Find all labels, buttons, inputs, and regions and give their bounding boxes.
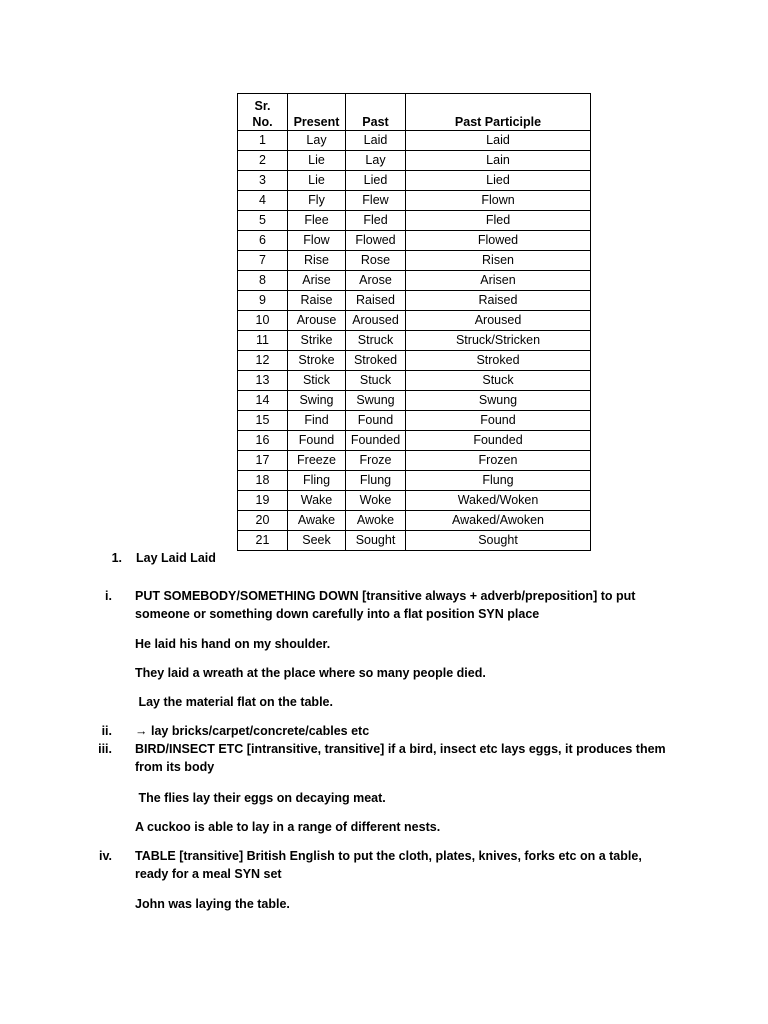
table-row — [238, 151, 591, 171]
sr-no-cell: 11 — [238, 331, 288, 351]
past-cell: Arose — [346, 271, 406, 291]
present-cell: Lay — [288, 131, 346, 151]
past-cell: Awoke — [346, 511, 406, 531]
sr-no-cell: 3 — [238, 171, 288, 191]
table-row — [238, 531, 591, 551]
sr-no-cell: 8 — [238, 271, 288, 291]
present-cell: Strike — [288, 331, 346, 351]
table-row — [238, 471, 591, 491]
sr-no-cell: 1 — [238, 131, 288, 151]
sense-iii-example-2: A cuckoo is able to lay in a range of different nests. — [135, 820, 441, 834]
sr-no-cell: 4 — [238, 191, 288, 211]
present-cell: Lie — [288, 151, 346, 171]
section-title: Lay Laid Laid — [136, 551, 216, 565]
past-participle-cell: Found — [406, 411, 591, 431]
sense-iv-example-1: John was laying the table. — [135, 897, 290, 911]
table-row — [238, 351, 591, 371]
past-cell: Froze — [346, 451, 406, 471]
sr-no-cell: 2 — [238, 151, 288, 171]
header-sr-line2: No. — [252, 115, 273, 129]
present-cell: Flow — [288, 231, 346, 251]
present-cell: Wake — [288, 491, 346, 511]
past-participle-cell: Flown — [406, 191, 591, 211]
past-participle-cell: Raised — [406, 291, 591, 311]
past-participle-cell: Stroked — [406, 351, 591, 371]
present-cell: Lie — [288, 171, 346, 191]
header-past-participle: Past Participle — [406, 94, 591, 131]
sr-no-cell: 6 — [238, 231, 288, 251]
past-participle-cell: Lied — [406, 171, 591, 191]
sense-iii-marker: iii. — [98, 742, 112, 756]
past-cell: Found — [346, 411, 406, 431]
present-cell: Found — [288, 431, 346, 451]
past-cell: Struck — [346, 331, 406, 351]
table-row — [238, 451, 591, 471]
past-cell: Stuck — [346, 371, 406, 391]
section-number: 1. — [111, 551, 122, 565]
sr-no-cell: 20 — [238, 511, 288, 531]
past-cell: Swung — [346, 391, 406, 411]
past-participle-cell: Struck/Stricken — [406, 331, 591, 351]
sr-no-cell: 15 — [238, 411, 288, 431]
present-cell: Swing — [288, 391, 346, 411]
sense-i-marker: i. — [105, 589, 112, 603]
table-row — [238, 251, 591, 271]
past-participle-cell: Waked/Woken — [406, 491, 591, 511]
past-cell: Flung — [346, 471, 406, 491]
past-cell: Founded — [346, 431, 406, 451]
table-header-row — [238, 94, 591, 131]
sr-no-cell: 19 — [238, 491, 288, 511]
present-cell: Find — [288, 411, 346, 431]
sr-no-cell: 16 — [238, 431, 288, 451]
past-cell: Rose — [346, 251, 406, 271]
past-participle-cell: Sought — [406, 531, 591, 551]
table-row — [238, 511, 591, 531]
sense-i-example-3: Lay the material flat on the table. — [135, 695, 333, 709]
table-row — [238, 331, 591, 351]
present-cell: Rise — [288, 251, 346, 271]
present-cell: Freeze — [288, 451, 346, 471]
sr-no-cell: 12 — [238, 351, 288, 371]
past-cell: Raised — [346, 291, 406, 311]
past-participle-cell: Founded — [406, 431, 591, 451]
header-present: Present — [288, 94, 346, 131]
past-cell: Flowed — [346, 231, 406, 251]
present-cell: Seek — [288, 531, 346, 551]
past-cell: Flew — [346, 191, 406, 211]
past-cell: Aroused — [346, 311, 406, 331]
past-participle-cell: Flung — [406, 471, 591, 491]
present-cell: Raise — [288, 291, 346, 311]
present-cell: Arise — [288, 271, 346, 291]
past-cell: Lied — [346, 171, 406, 191]
sense-i-example-2: They laid a wreath at the place where so many people died. — [135, 666, 486, 680]
sr-no-cell: 14 — [238, 391, 288, 411]
sr-no-cell: 7 — [238, 251, 288, 271]
table-row — [238, 431, 591, 451]
sense-ii-definition: → lay bricks/carpet/concrete/cables etc — [135, 724, 370, 738]
past-participle-cell: Lain — [406, 151, 591, 171]
sense-i-definition: PUT SOMEBODY/SOMETHING DOWN [transitive always + adverb/preposition] to put someone or something down carefully into a flat position SYN place — [135, 589, 636, 621]
past-participle-cell: Aroused — [406, 311, 591, 331]
sense-i-example-1: He laid his hand on my shoulder. — [135, 637, 331, 651]
present-cell: Flee — [288, 211, 346, 231]
sr-no-cell: 9 — [238, 291, 288, 311]
table-row — [238, 411, 591, 431]
present-cell: Stroke — [288, 351, 346, 371]
past-cell: Lay — [346, 151, 406, 171]
header-sr-no — [238, 94, 288, 131]
sr-no-cell: 5 — [238, 211, 288, 231]
table-row — [238, 491, 591, 511]
past-participle-cell: Risen — [406, 251, 591, 271]
table-row — [238, 191, 591, 211]
sr-no-cell: 13 — [238, 371, 288, 391]
present-cell: Stick — [288, 371, 346, 391]
past-cell: Stroked — [346, 351, 406, 371]
sense-iii-definition: BIRD/INSECT ETC [intransitive, transitive] if a bird, insect etc lays eggs, it produces them from its body — [135, 742, 666, 774]
past-cell: Sought — [346, 531, 406, 551]
present-cell: Fly — [288, 191, 346, 211]
past-cell: Woke — [346, 491, 406, 511]
sr-no-cell: 18 — [238, 471, 288, 491]
table-row — [238, 131, 591, 151]
table-row — [238, 171, 591, 191]
past-cell: Laid — [346, 131, 406, 151]
table-row — [238, 371, 591, 391]
sr-no-cell: 10 — [238, 311, 288, 331]
sense-iv-marker: iv. — [99, 849, 112, 863]
present-cell: Arouse — [288, 311, 346, 331]
past-participle-cell: Flowed — [406, 231, 591, 251]
past-participle-cell: Stuck — [406, 371, 591, 391]
table-row — [238, 311, 591, 331]
sr-no-cell: 21 — [238, 531, 288, 551]
past-participle-cell: Fled — [406, 211, 591, 231]
present-cell: Fling — [288, 471, 346, 491]
header-past: Past — [346, 94, 406, 131]
sense-iii-example-1: The flies lay their eggs on decaying meat. — [135, 791, 386, 805]
past-participle-cell: Swung — [406, 391, 591, 411]
past-participle-cell: Laid — [406, 131, 591, 151]
verb-forms-table — [237, 93, 591, 551]
past-participle-cell: Awaked/Awoken — [406, 511, 591, 531]
sense-iv-definition: TABLE [transitive] British English to put the cloth, plates, knives, forks etc on a table, ready for a meal SYN set — [135, 849, 642, 881]
table-row — [238, 291, 591, 311]
past-participle-cell: Arisen — [406, 271, 591, 291]
sr-no-cell: 17 — [238, 451, 288, 471]
past-participle-cell: Frozen — [406, 451, 591, 471]
table-row — [238, 391, 591, 411]
past-cell: Fled — [346, 211, 406, 231]
header-sr-line1: Sr. — [254, 99, 271, 113]
table-row — [238, 211, 591, 231]
table-row — [238, 271, 591, 291]
sense-ii-marker: ii. — [101, 724, 112, 738]
present-cell: Awake — [288, 511, 346, 531]
table-row — [238, 231, 591, 251]
